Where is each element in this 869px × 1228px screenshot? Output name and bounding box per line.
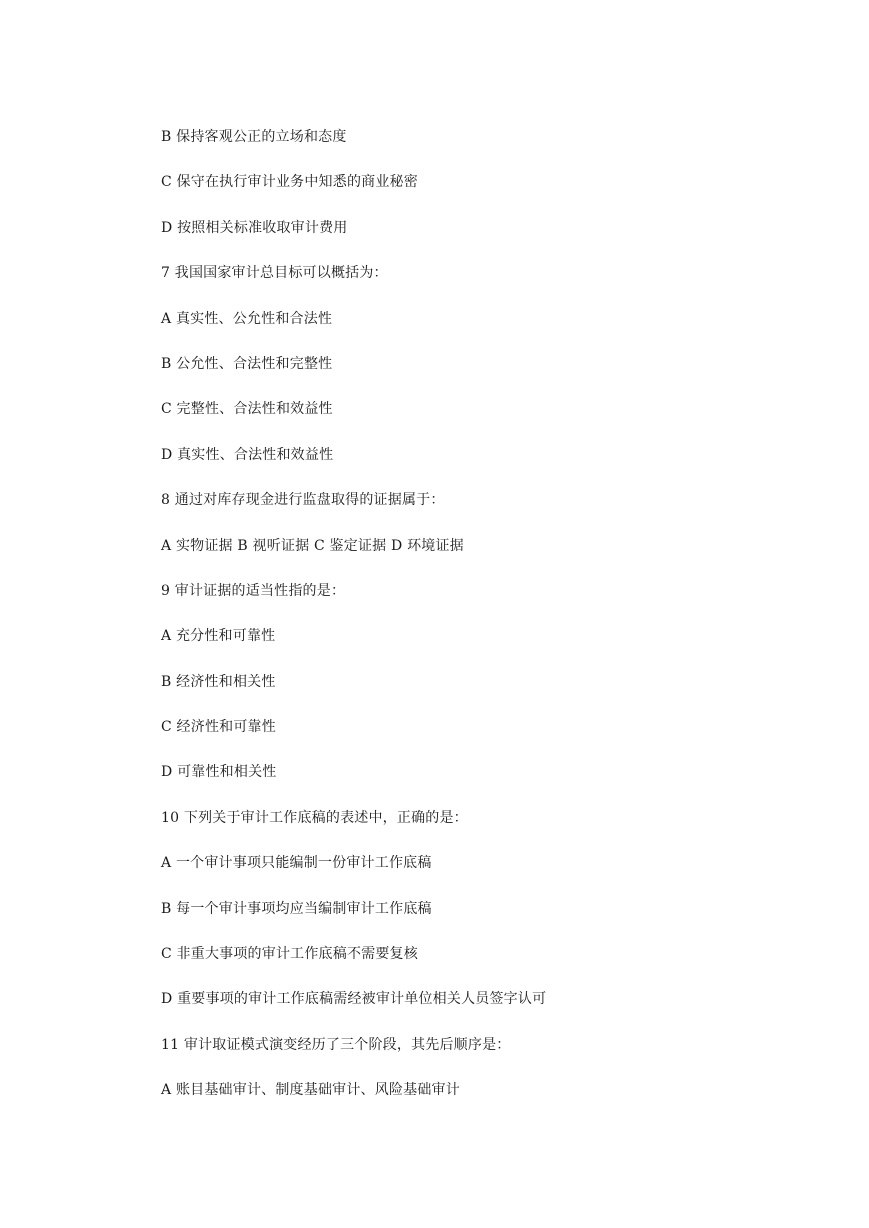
option-line: A 真实性、公允性和合法性 (161, 310, 333, 327)
option-line: A 实物证据 B 视听证据 C 鉴定证据 D 环境证据 (161, 537, 464, 554)
option-line: D 重要事项的审计工作底稿需经被审计单位相关人员签字认可 (161, 991, 547, 1008)
option-line: D 按照相关标准收取审计费用 (161, 219, 348, 236)
option-line: B 经济性和相关性 (161, 673, 276, 690)
option-line: C 经济性和可靠性 (161, 719, 276, 736)
option-line: A 充分性和可靠性 (161, 628, 276, 645)
question-line: 7 我国国家审计总目标可以概括为： (161, 265, 388, 282)
option-line: A 账目基础审计、制度基础审计、风险基础审计 (161, 1082, 460, 1099)
option-line: D 可靠性和相关性 (161, 764, 277, 781)
option-line: B 每一个审计事项均应当编制审计工作底稿 (161, 900, 432, 917)
question-line: 11 审计取证模式演变经历了三个阶段，其先后顺序是： (161, 1036, 511, 1053)
question-line: 9 审计证据的适当性指的是： (161, 582, 346, 599)
option-line: A 一个审计事项只能编制一份审计工作底稿 (161, 855, 432, 872)
option-line: B 保持客观公正的立场和态度 (161, 129, 347, 145)
option-line: C 完整性、合法性和效益性 (161, 401, 333, 418)
option-line: C 保守在执行审计业务中知悉的商业秘密 (161, 174, 418, 191)
document-body (161, 127, 801, 1126)
option-line: C 非重大事项的审计工作底稿不需要复核 (161, 946, 418, 963)
question-line: 8 通过对库存现金进行监盘取得的证据属于： (161, 492, 445, 509)
option-line: D 真实性、合法性和效益性 (161, 446, 334, 463)
question-line: 10 下列关于审计工作底稿的表述中，正确的是： (161, 809, 468, 826)
option-line: B 公允性、合法性和完整性 (161, 355, 333, 372)
